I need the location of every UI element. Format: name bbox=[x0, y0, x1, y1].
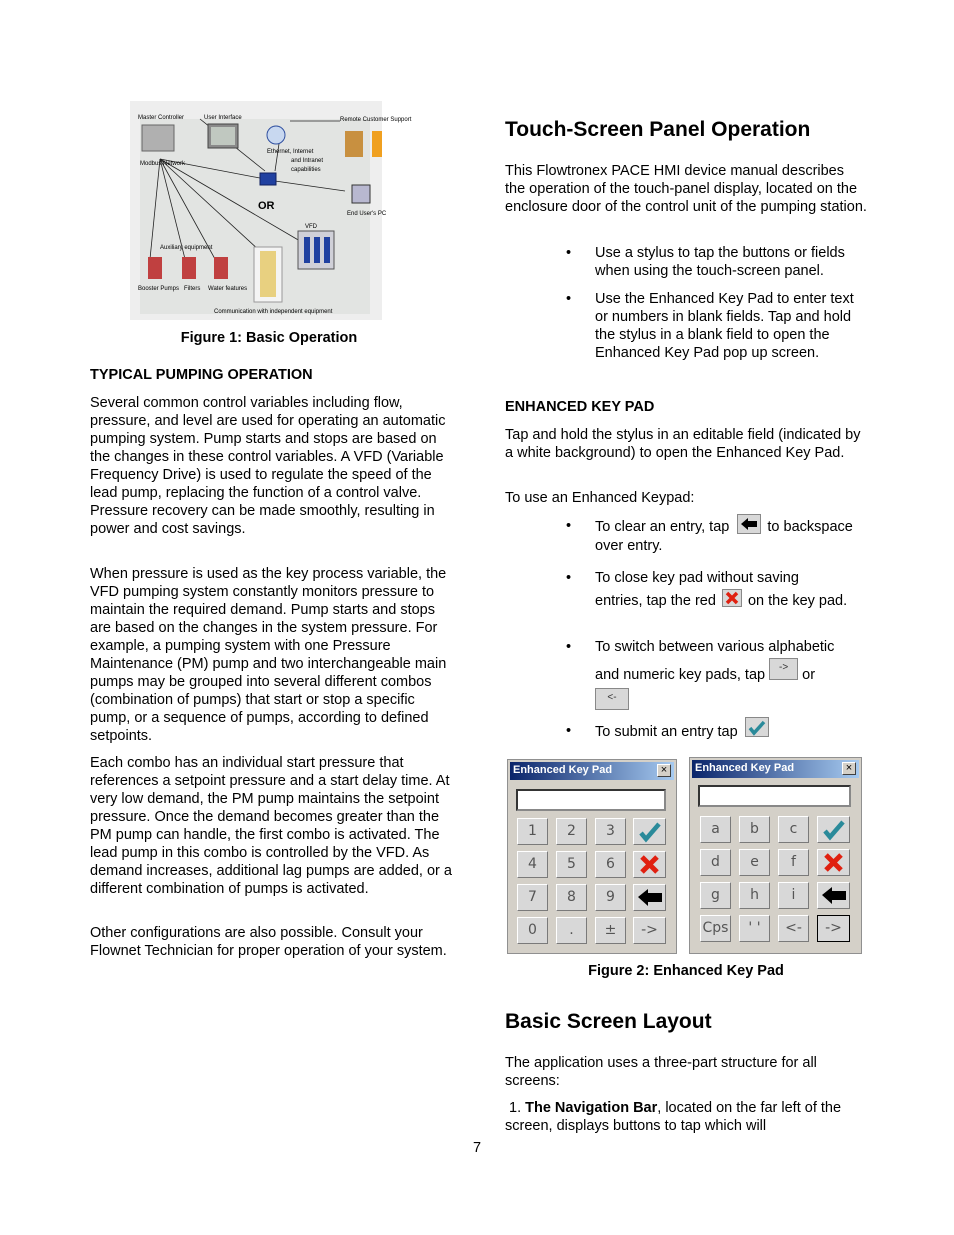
touch-screen-heading: Touch-Screen Panel Operation bbox=[505, 118, 811, 141]
bullet-clear-text-b: to backspace over entry. bbox=[595, 518, 853, 554]
key-2[interactable]: 2 bbox=[556, 818, 587, 845]
bullet-text: Use a stylus to tap the buttons or fields when using the touch-screen panel. bbox=[595, 245, 845, 279]
key-g[interactable]: g bbox=[700, 882, 731, 909]
left-paragraph: Several common control variables including flow, pressure, and level are used for operating an automatic pumping system. Pump starts and stops are based on the changes in these control variables. A VFD (Variable Frequency Drive) is used to regulate the speed of the lead pump, replacing the function of a control valve. Pressure recovery can be made smoothly, resulting in power and cost savings. bbox=[90, 395, 446, 537]
key-e[interactable]: e bbox=[739, 849, 770, 876]
submit-check-button[interactable] bbox=[633, 818, 666, 845]
bullet-item bbox=[566, 244, 866, 280]
label-user-interface: User Interface bbox=[204, 115, 242, 121]
bullet-clear bbox=[566, 517, 866, 555]
alpha-keypad bbox=[689, 757, 862, 954]
left-paragraph: Other configurations are also possible. Consult your Flownet Technician for proper operation of your system. bbox=[90, 925, 447, 959]
left-paragraph: Each combo has an individual start pressure that references a setpoint pressure and a start delay time. At very low demand, the PM pump maintains the setpoint pressure. Once the demand becomes greater than the PM pump can handle, the first combo is activated. The lead pump in this combo is controlled by the VFD. As demand increases, additional lag pumps are added, or a different combination of pumps is activated. bbox=[90, 755, 452, 897]
bullet-close-text-c: on the key pad. bbox=[747, 593, 848, 609]
bullet-switch bbox=[566, 638, 866, 710]
figure2-caption: Figure 2: Enhanced Key Pad bbox=[588, 963, 784, 979]
enhanced-keypad-heading: ENHANCED KEY PAD bbox=[505, 399, 655, 415]
layout-intro: The application uses a three-part structure for all screens: bbox=[505, 1055, 817, 1089]
bullet-switch-text-c: or bbox=[802, 666, 816, 683]
key-9[interactable]: 9 bbox=[595, 884, 626, 911]
label-ethernet: Ethernet, Internet bbox=[267, 149, 314, 155]
basic-screen-layout-heading: Basic Screen Layout bbox=[505, 1010, 712, 1033]
label-intranet: and Intranet bbox=[291, 158, 324, 164]
key-6[interactable]: 6 bbox=[595, 851, 626, 878]
key-1[interactable]: 1 bbox=[517, 818, 548, 845]
label-remote-support: Remote Customer Support bbox=[340, 117, 412, 123]
keypad-use: To use an Enhanced Keypad: bbox=[505, 490, 695, 506]
label-booster: Booster Pumps bbox=[138, 286, 180, 292]
keypad-title-bar bbox=[510, 762, 674, 780]
next-keypad-button[interactable]: -> bbox=[817, 915, 850, 942]
page-number: 7 bbox=[472, 1140, 482, 1156]
next-keypad-icon: -> bbox=[769, 658, 798, 680]
close-icon[interactable]: × bbox=[657, 764, 671, 777]
left-paragraph: When pressure is used as the key process variable, the VFD pumping system constantly monitors pressure to maintain the required demand. Pump starts and stops are based on the changes in the system pressure. For example, a pumping system with one Pressure Maintenance (PM) pump and two interchangeable main pumps may be grouped into several different combos (combination of pumps) that start or stop a specific pump, or a sequence of pumps, according to defined setpoints. bbox=[90, 566, 447, 744]
label-auxiliary: Auxiliary equipment bbox=[160, 245, 213, 251]
submit-check-button[interactable] bbox=[817, 816, 850, 843]
key-h[interactable]: h bbox=[739, 882, 770, 909]
nav-bold: The Navigation Bar bbox=[525, 1100, 658, 1116]
prev-keypad-button[interactable]: <- bbox=[778, 915, 809, 942]
keypad-input-field[interactable] bbox=[698, 785, 851, 807]
label-water-features: Water features bbox=[208, 286, 248, 292]
bullet-close-text-a: To close key pad without saving bbox=[595, 570, 799, 586]
prev-keypad-icon: <- bbox=[595, 688, 629, 710]
bullet-close bbox=[566, 569, 866, 610]
cancel-x-button[interactable] bbox=[633, 851, 666, 878]
key-caps[interactable]: Cps bbox=[700, 915, 731, 942]
key-8[interactable]: 8 bbox=[556, 884, 587, 911]
key-decimal[interactable]: . bbox=[556, 917, 587, 944]
numeric-keypad bbox=[507, 759, 677, 954]
backspace-button[interactable] bbox=[817, 882, 850, 909]
keypad-title: Enhanced Key Pad bbox=[695, 762, 795, 774]
next-keypad-button[interactable]: -> bbox=[633, 917, 666, 944]
key-f[interactable]: f bbox=[778, 849, 809, 876]
bullet-dot: • bbox=[566, 291, 572, 307]
label-communication: Communication with independent equipment bbox=[214, 309, 333, 315]
close-icon[interactable]: × bbox=[842, 762, 856, 775]
cancel-x-button[interactable] bbox=[817, 849, 850, 876]
keypad-input-field[interactable] bbox=[516, 789, 666, 811]
nav-number: 1. bbox=[509, 1100, 522, 1116]
navigation-bar-paragraph bbox=[505, 1099, 867, 1135]
bullet-text: Use the Enhanced Key Pad to enter text or numbers in blank fields. Tap and hold the stylus in a blank field to open the Enhanced Key Pad pop up screen. bbox=[595, 291, 854, 361]
backspace-icon bbox=[737, 514, 761, 534]
checkmark-icon bbox=[745, 717, 769, 737]
key-d[interactable]: d bbox=[700, 849, 731, 876]
label-capabilities: capabilities bbox=[291, 167, 321, 173]
typical-pumping-heading: TYPICAL PUMPING OPERATION bbox=[90, 367, 313, 383]
label-filters: Filters bbox=[184, 286, 201, 292]
bullet-item bbox=[566, 290, 866, 362]
nav-rest: , located on the far left of the screen, displays buttons to tap which will bbox=[505, 1100, 842, 1134]
touch-screen-intro: This Flowtronex PACE HMI device manual describes the operation of the touch-panel display, located on the enclosure door of the control unit of the pumping station. bbox=[505, 163, 867, 215]
bullet-dot: • bbox=[566, 570, 572, 586]
bullet-dot: • bbox=[566, 518, 572, 534]
keypad-intro: Tap and hold the stylus in an editable field (indicated by a white background) to open the Enhanced Key Pad. bbox=[505, 427, 861, 461]
key-plus-minus[interactable]: ± bbox=[595, 917, 626, 944]
keypad-title: Enhanced Key Pad bbox=[513, 764, 613, 776]
bullet-close-text-b: entries, tap the red bbox=[595, 593, 716, 609]
key-3[interactable]: 3 bbox=[595, 818, 626, 845]
red-x-icon bbox=[722, 589, 742, 607]
label-modbus: Modbus Network bbox=[140, 161, 186, 167]
key-c[interactable]: c bbox=[778, 816, 809, 843]
key-i[interactable]: i bbox=[778, 882, 809, 909]
key-0[interactable]: 0 bbox=[517, 917, 548, 944]
keypad-title-bar bbox=[692, 760, 859, 778]
key-space[interactable]: ' ' bbox=[739, 915, 770, 942]
label-end-user-pc: End User's PC bbox=[347, 211, 387, 217]
bullet-submit bbox=[566, 722, 866, 742]
key-4[interactable]: 4 bbox=[517, 851, 548, 878]
figure1-caption: Figure 1: Basic Operation bbox=[180, 330, 358, 346]
bullet-switch-text-a: To switch between various alphabetic bbox=[595, 639, 835, 655]
key-7[interactable]: 7 bbox=[517, 884, 548, 911]
bullet-submit-text: To submit an entry tap bbox=[595, 723, 738, 740]
basic-operation-diagram bbox=[130, 101, 412, 320]
label-master-controller: Master Controller bbox=[138, 115, 185, 121]
label-or: OR bbox=[258, 200, 275, 212]
bullet-dot: • bbox=[566, 245, 572, 261]
bullet-dot: • bbox=[566, 639, 572, 655]
bullet-clear-text-a: To clear an entry, tap bbox=[595, 518, 730, 535]
key-5[interactable]: 5 bbox=[556, 851, 587, 878]
key-b[interactable]: b bbox=[739, 816, 770, 843]
bullet-switch-text-b: and numeric key pads, tap bbox=[595, 666, 766, 683]
backspace-button[interactable] bbox=[633, 884, 666, 911]
label-vfd: VFD bbox=[305, 224, 317, 230]
key-a[interactable]: a bbox=[700, 816, 731, 843]
bullet-dot: • bbox=[566, 723, 572, 739]
